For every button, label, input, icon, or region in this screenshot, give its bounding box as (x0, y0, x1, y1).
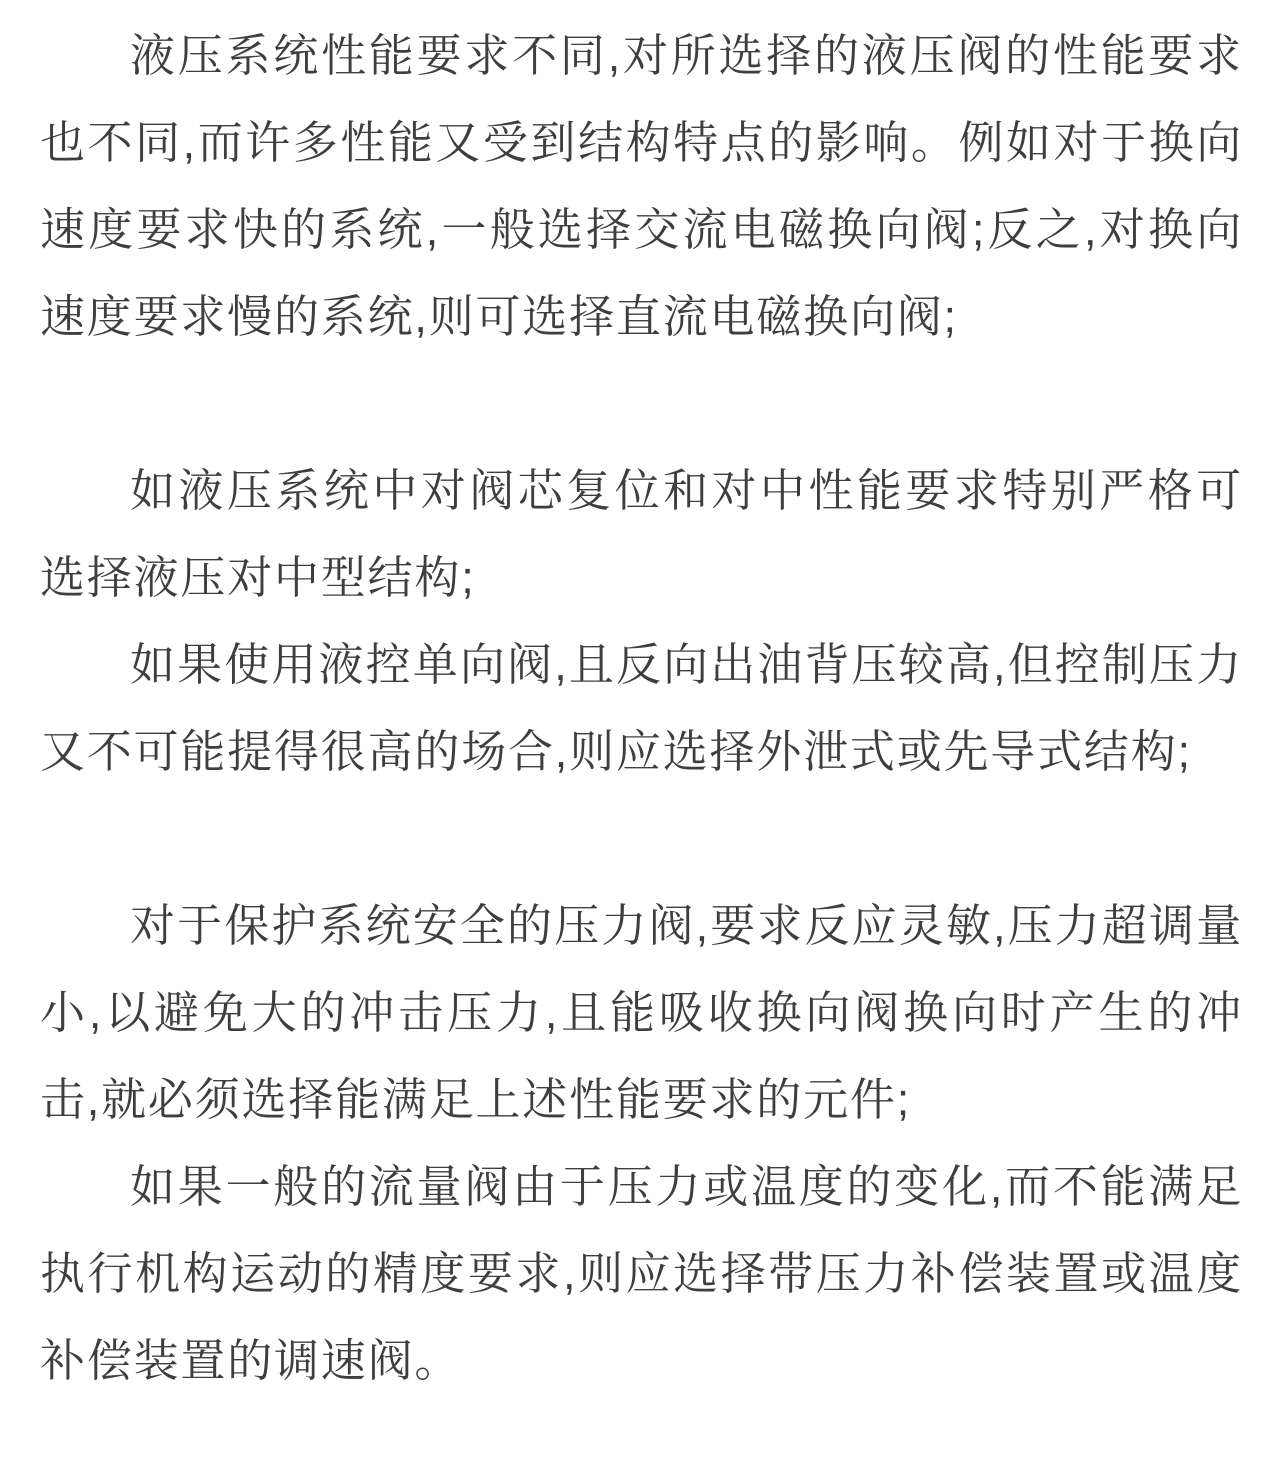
paragraph-valve-performance: 液压系统性能要求不同,对所选择的液压阀的性能要求也不同,而许多性能又受到结构特点的影响。例如对于换向速度要求快的系统,一般选择交流电磁换向阀;反之,对换向速度要求慢的系统,则可选择直流电磁换向阀; (40, 30, 1243, 342)
paragraph-spool-centering: 如液压系统中对阀芯复位和对中性能要求特别严格可选择液压对中型结构; (40, 465, 1243, 603)
paragraph-block-1 (40, 12, 1243, 360)
paragraph-pressure-valve: 对于保护系统安全的压力阀,要求反应灵敏,压力超调量小,以避免大的冲击压力,且能吸收换向阀换向时产生的冲击,就必须选择能满足上述性能要求的元件; (40, 900, 1243, 1125)
paragraph-pilot-check-valve: 如果使用液控单向阀,且反向出油背压较高,但控制压力又不可能提得很高的场合,则应选择外泄式或先导式结构; (40, 639, 1243, 777)
paragraph-block-2 (40, 447, 1243, 795)
paragraph-block-3 (40, 882, 1243, 1404)
paragraph-flow-valve: 如果一般的流量阀由于压力或温度的变化,而不能满足执行机构运动的精度要求,则应选择带压力补偿装置或温度补偿装置的调速阀。 (40, 1161, 1243, 1386)
